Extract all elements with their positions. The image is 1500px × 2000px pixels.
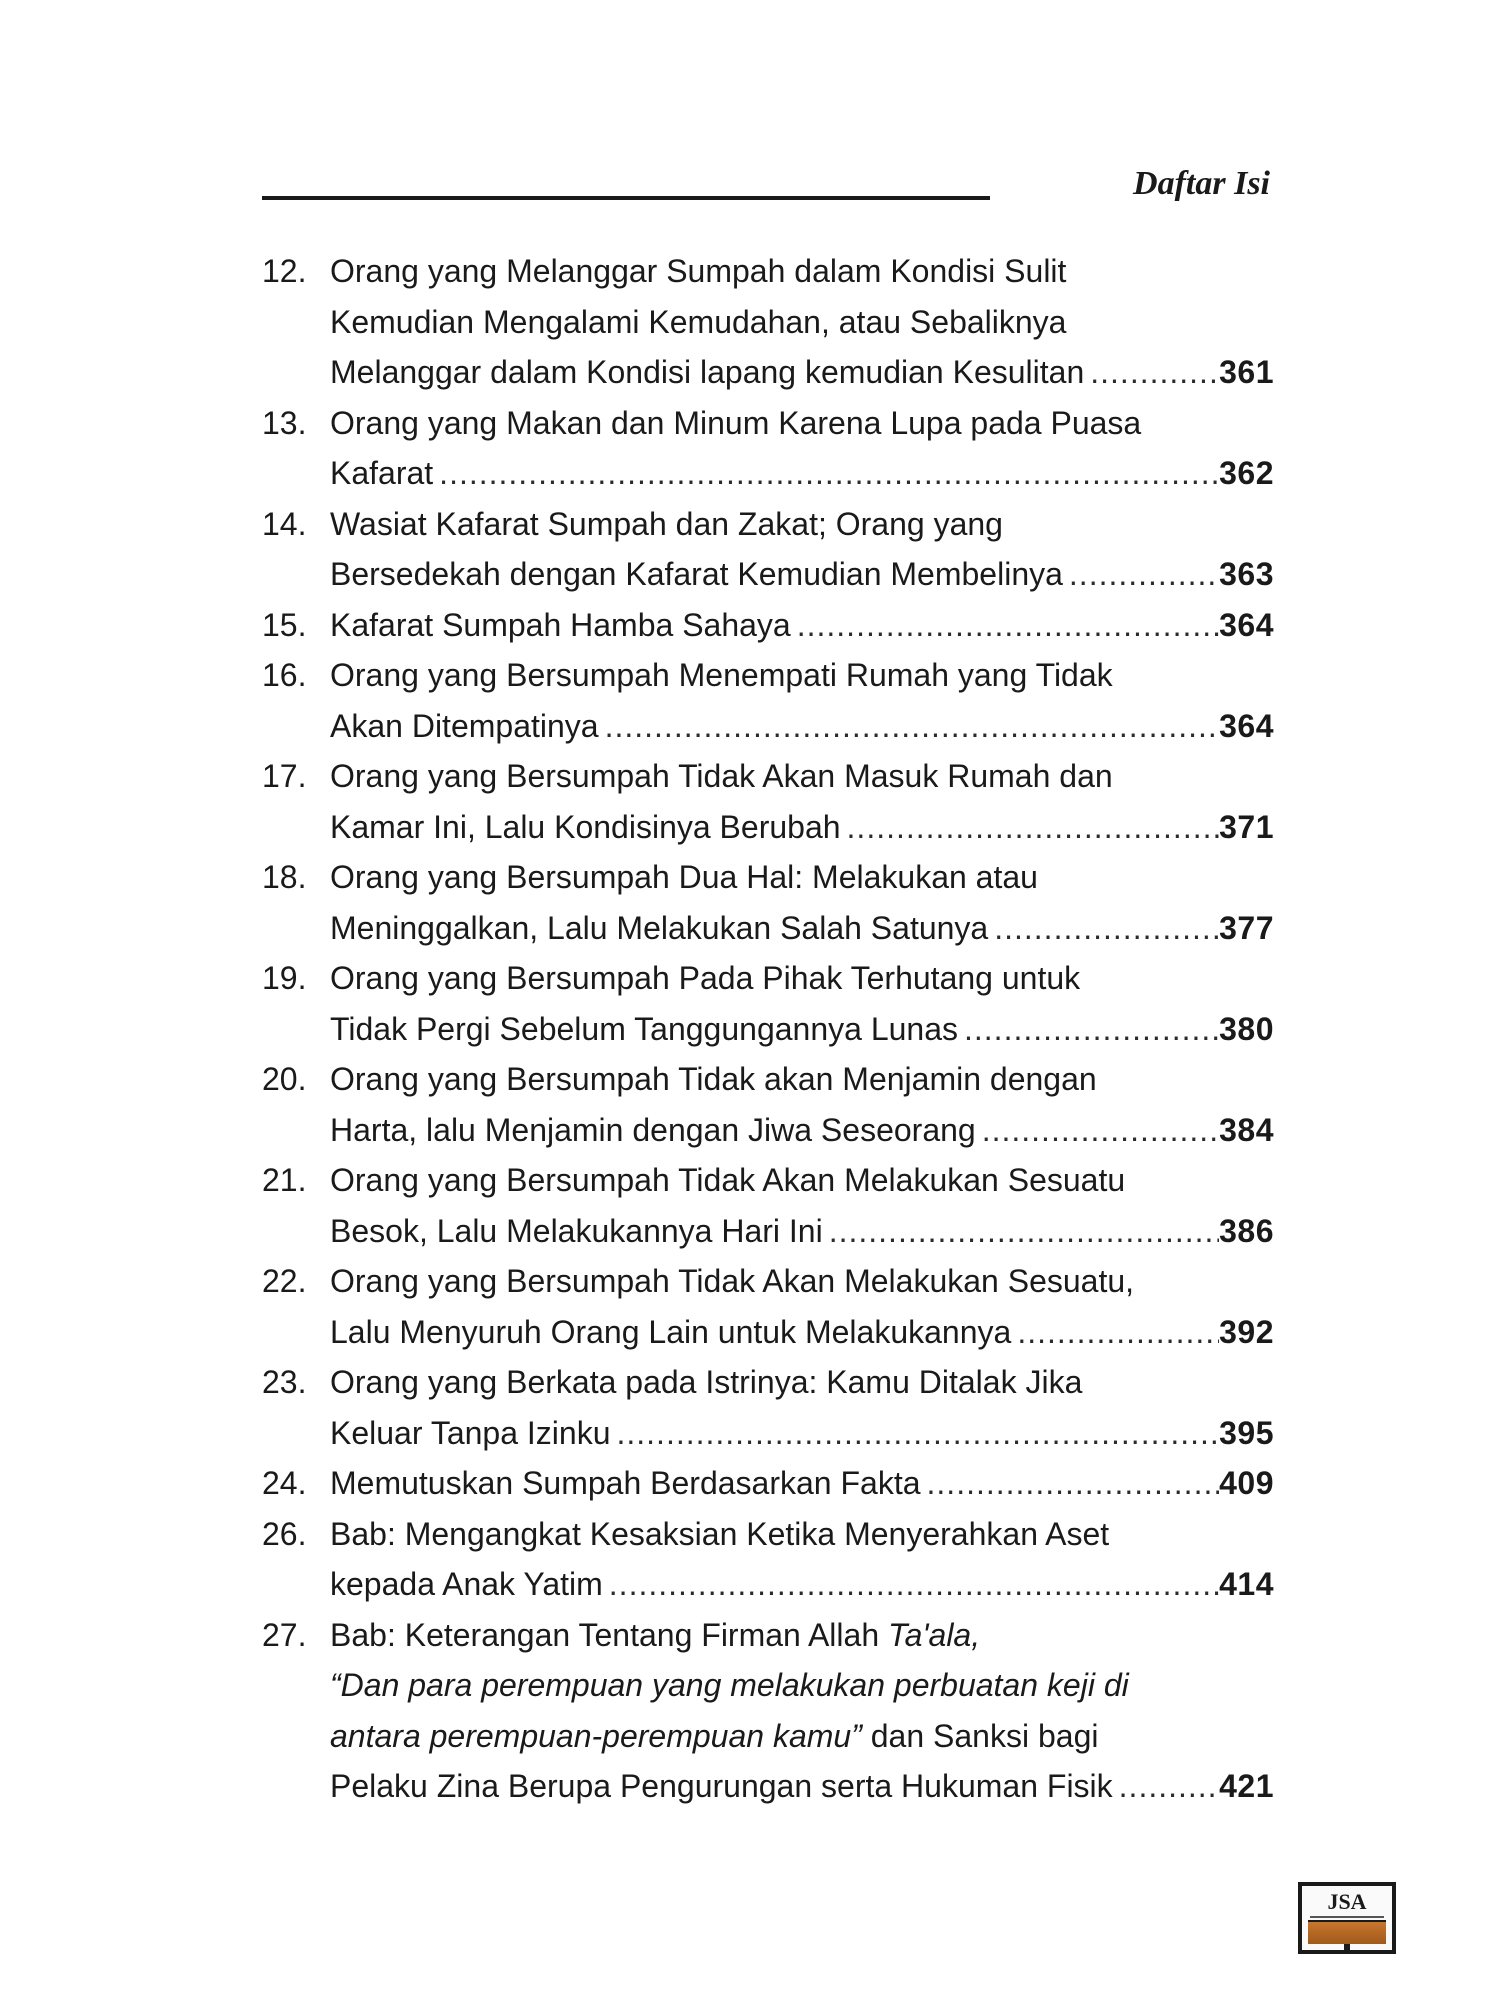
entry-number: 19.: [262, 960, 307, 996]
entry-leader-row: [330, 347, 1274, 397]
entry-number: 18.: [262, 859, 307, 895]
entry-leader-row: [330, 549, 1274, 599]
entry-leader-row: [330, 1307, 1274, 1357]
entry-title-line: Besok, Lalu Melakukannya Hari Ini: [330, 1212, 823, 1249]
entry-number: 14.: [262, 505, 307, 542]
entry-number: 27.: [262, 1616, 307, 1653]
quoted-verse-line: “Dan para perempuan yang melakukan perbuatan keji di: [330, 1667, 1129, 1703]
entry-title-line: Harta, lalu Menjamin dengan Jiwa Seseorang: [330, 1111, 976, 1148]
toc-entry: [262, 1458, 1274, 1509]
entry-title-text: dan Sanksi bagi: [861, 1717, 1099, 1754]
toc-line: [262, 1711, 1274, 1762]
page-number: 364: [1219, 707, 1274, 744]
page-number: 414: [1219, 1566, 1274, 1602]
entry-title-line: Orang yang Bersumpah Tidak akan Menjamin dengan: [330, 1061, 1097, 1097]
page-number: 392: [1219, 1313, 1274, 1350]
toc-line: [262, 1206, 1274, 1257]
entry-title-line: Bersedekah dengan Kafarat Kemudian Membelinya: [330, 556, 1063, 592]
publisher-logo-text: JSA: [1327, 1889, 1367, 1914]
toc-line: [262, 1660, 1274, 1711]
entry-leader-row: [330, 1559, 1274, 1609]
entry-number: 23.: [262, 1364, 307, 1400]
toc-entry: [262, 398, 1274, 499]
entry-title-line: Memutuskan Sumpah Berdasarkan Fakta: [330, 1465, 921, 1501]
toc-line: [262, 1761, 1274, 1812]
page-number: 395: [1219, 1414, 1274, 1451]
toc-entry: [262, 751, 1274, 852]
entry-title-line: Tidak Pergi Sebelum Tanggungannya Lunas: [330, 1010, 958, 1047]
quoted-verse-line: [330, 1711, 1274, 1761]
toc-line: [262, 347, 1274, 398]
entry-leader-row: [330, 1105, 1274, 1155]
toc-line: [262, 802, 1274, 853]
toc-entry: [262, 1357, 1274, 1458]
toc-line: [262, 751, 1274, 802]
entry-title-line: Keluar Tanpa Izinku: [330, 1414, 611, 1451]
leader-dots: [603, 1559, 1219, 1609]
page-number: 361: [1219, 354, 1274, 390]
leader-dots: [921, 1458, 1220, 1508]
page-number: 364: [1219, 606, 1274, 643]
entry-leader-row: [330, 448, 1274, 498]
entry-leader-row: [330, 1004, 1274, 1054]
toc-entry: [262, 852, 1274, 953]
leader-dots: [1011, 1307, 1219, 1357]
page-number: 386: [1219, 1212, 1274, 1249]
leader-dots: [1063, 549, 1219, 599]
toc-line: [262, 852, 1274, 903]
entry-title-line: Orang yang Bersumpah Pada Pihak Terhutang untuk: [330, 960, 1081, 996]
toc-line: [262, 1004, 1274, 1055]
laptop-base-icon: [1308, 1920, 1386, 1944]
toc-line: [262, 1256, 1274, 1307]
entry-number: 12.: [262, 253, 307, 289]
leader-dots: [976, 1105, 1219, 1155]
entry-title-line: Wasiat Kafarat Sumpah dan Zakat; Orang yang: [330, 505, 1003, 542]
entry-title-line: Meninggalkan, Lalu Melakukan Salah Satunya: [330, 909, 989, 946]
toc-line: [262, 1610, 1274, 1661]
entry-title-line: kepada Anak Yatim: [330, 1566, 603, 1602]
page-number: 363: [1219, 556, 1274, 592]
toc-entry: [262, 1610, 1274, 1812]
entry-title-line: Orang yang Melanggar Sumpah dalam Kondisi Sulit: [330, 253, 1067, 289]
leader-dots: [1113, 1761, 1219, 1811]
quoted-verse-italic: antara perempuan-perempuan kamu”: [330, 1717, 862, 1754]
entry-title-line: Melanggar dalam Kondisi lapang kemudian Kesulitan: [330, 354, 1085, 390]
entry-number: 26.: [262, 1515, 307, 1552]
leader-dots: [988, 903, 1219, 953]
entry-title-line: Kafarat: [330, 455, 434, 491]
entry-title-line: Kafarat Sumpah Hamba Sahaya: [330, 606, 791, 643]
toc-entry: [262, 953, 1274, 1054]
running-header-title: Daftar Isi: [1133, 165, 1270, 202]
leader-dots: [823, 1206, 1219, 1256]
entry-title-text: Bab: Keterangan Tentang Firman Allah: [330, 1616, 888, 1653]
entry-title-line: [330, 1610, 1274, 1660]
toc-line: [262, 903, 1274, 954]
toc-line: [262, 1307, 1274, 1358]
toc-line: [262, 953, 1274, 1004]
entry-leader-row: [330, 903, 1274, 953]
entry-number: 16.: [262, 657, 307, 693]
leader-dots: [1084, 347, 1219, 397]
entry-leader-row: [330, 1408, 1274, 1458]
toc-line: [262, 1105, 1274, 1156]
entry-title-line: Orang yang Bersumpah Menempati Rumah yang Tidak: [330, 657, 1113, 693]
entry-title-line: Orang yang Bersumpah Tidak Akan Masuk Rumah dan: [330, 758, 1113, 794]
toc-line: [262, 1458, 1274, 1509]
entry-number: 13.: [262, 404, 307, 441]
toc-line: [262, 297, 1274, 348]
toc-line: [262, 246, 1274, 297]
toc-entry: [262, 1155, 1274, 1256]
entry-title-line: Orang yang Bersumpah Tidak Akan Melakukan Sesuatu: [330, 1162, 1126, 1198]
toc-entry: [262, 600, 1274, 651]
entry-title-line: Orang yang Berkata pada Istrinya: Kamu Ditalak Jika: [330, 1364, 1083, 1400]
toc-line: [262, 701, 1274, 752]
entry-leader-row: [330, 802, 1274, 852]
entry-title-line: Akan Ditempatinya: [330, 707, 599, 744]
entry-title-italic: Ta'ala,: [888, 1616, 981, 1653]
toc-entry: [262, 499, 1274, 600]
page-number: 409: [1219, 1465, 1274, 1501]
table-of-contents: [262, 246, 1274, 1812]
toc-line: [262, 1408, 1274, 1459]
entry-title-line: Orang yang Bersumpah Dua Hal: Melakukan atau: [330, 859, 1038, 895]
entry-number: 22.: [262, 1263, 307, 1299]
entry-title-line: Kemudian Mengalami Kemudahan, atau Sebaliknya: [330, 303, 1067, 340]
entry-number: 24.: [262, 1465, 307, 1501]
toc-entry: [262, 1509, 1274, 1610]
toc-line: [262, 1509, 1274, 1560]
entry-title-line: Lalu Menyuruh Orang Lain untuk Melakukannya: [330, 1313, 1012, 1350]
toc-line: [262, 1155, 1274, 1206]
toc-line: [262, 549, 1274, 600]
header-rule: [262, 196, 990, 200]
toc-entry: [262, 246, 1274, 398]
toc-entry: [262, 650, 1274, 751]
leader-dots: [958, 1004, 1219, 1054]
toc-line: [262, 1357, 1274, 1408]
toc-entry: [262, 1054, 1274, 1155]
entry-leader-row: [330, 1458, 1274, 1508]
page-number: 377: [1219, 909, 1274, 946]
toc-line: [262, 499, 1274, 550]
toc-line: [262, 398, 1274, 449]
entry-title-line: Orang yang Bersumpah Tidak Akan Melakukan Sesuatu,: [330, 1263, 1135, 1299]
page-number: 380: [1219, 1010, 1274, 1047]
entry-leader-row: [330, 600, 1274, 650]
leader-dots: [791, 600, 1219, 650]
entry-title-line: Bab: Mengangkat Kesaksian Ketika Menyerahkan Aset: [330, 1515, 1110, 1552]
entry-number: 15.: [262, 606, 307, 643]
entry-leader-row: [330, 1206, 1274, 1256]
entry-number: 17.: [262, 758, 307, 794]
toc-line: [262, 448, 1274, 499]
entry-number: 20.: [262, 1061, 307, 1097]
entry-number: 21.: [262, 1162, 307, 1198]
toc-line: [262, 650, 1274, 701]
page-number: 421: [1219, 1768, 1274, 1804]
toc-line: [262, 600, 1274, 651]
toc-line: [262, 1054, 1274, 1105]
toc-entry: [262, 1256, 1274, 1357]
entry-leader-row: [330, 701, 1274, 751]
publisher-logo: [1298, 1882, 1396, 1954]
entry-title-line: Kamar Ini, Lalu Kondisinya Berubah: [330, 808, 841, 845]
page-number: 384: [1219, 1111, 1274, 1148]
toc-line: [262, 1559, 1274, 1610]
leader-dots: [841, 802, 1220, 852]
entry-leader-row: [330, 1761, 1274, 1811]
page-number: 371: [1219, 808, 1274, 845]
leader-dots: [610, 1408, 1219, 1458]
entry-title-line: Orang yang Makan dan Minum Karena Lupa pada Puasa: [330, 404, 1142, 441]
leader-dots: [599, 701, 1220, 751]
entry-title-line: Pelaku Zina Berupa Pengurungan serta Hukuman Fisik: [330, 1768, 1113, 1804]
leader-dots: [433, 448, 1219, 498]
page-number: 362: [1219, 455, 1274, 491]
